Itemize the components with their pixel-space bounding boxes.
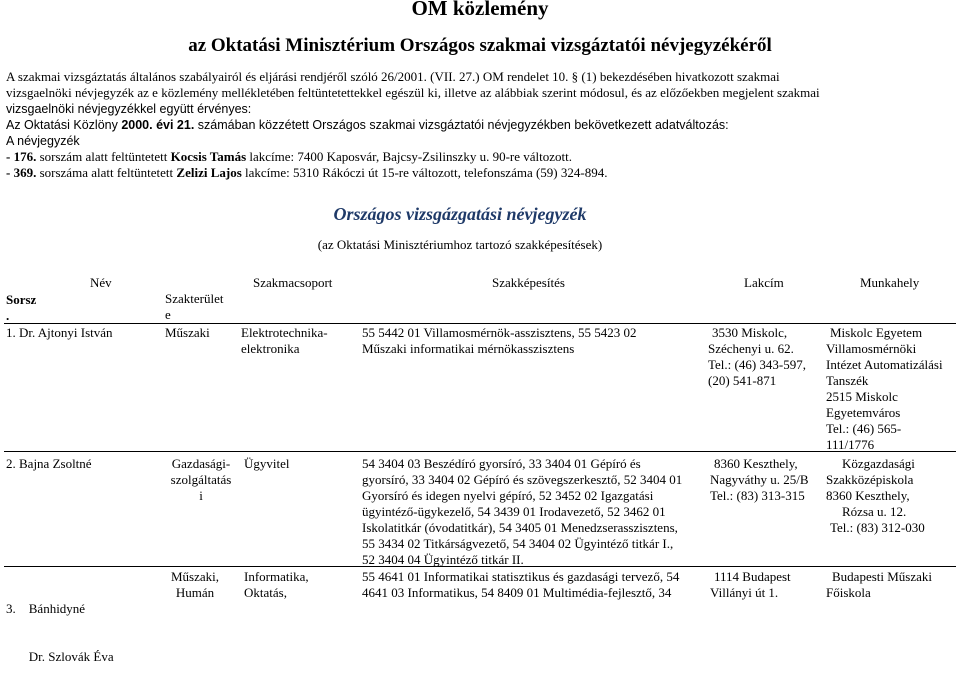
cell-line: 3530 Miskolc, <box>712 325 788 340</box>
change-person: Kocsis Tamás <box>170 149 247 164</box>
cell-line: Tel.: (83) 312-030 <box>830 520 925 535</box>
kozlony-line <box>6 117 956 133</box>
cell-lakcim <box>708 325 806 389</box>
section-subtitle: (az Oktatási Minisztériumhoz tartozó szakképesítések) <box>317 237 603 252</box>
change-text: lakcíme: 7400 Kaposvár, Bajcsy-Zsilinszky u. 90-re változott. <box>246 149 572 164</box>
header-lakcim: Lakcím <box>744 275 784 290</box>
cell-line: Oktatás, <box>244 585 287 600</box>
cell-line: Villamosmérnöki <box>826 341 917 356</box>
cell-name <box>6 569 114 697</box>
header-munkahely: Munkahely <box>860 275 920 290</box>
document-title: OM közlemény <box>411 0 549 20</box>
cell-munkahely <box>826 325 943 453</box>
cell-line: 52 3404 04 Ügyintéző titkár II. <box>362 552 524 567</box>
cell-line: 111/1776 <box>826 437 875 452</box>
cell-line: Műszaki, <box>170 569 220 584</box>
cell-szakterulet <box>165 325 210 341</box>
change-text: sorszáma alatt feltüntetett <box>36 165 177 180</box>
cell-line: gyorsíró, 33 3404 02 Gépíró és szövegszerkesztő, 52 3404 01 <box>362 472 683 487</box>
table-divider <box>4 451 956 452</box>
cell-line: 55 3434 02 Titkárságvezető, 54 3404 02 Ügyintéző titkár I., <box>362 536 674 551</box>
cell-name <box>6 456 92 472</box>
change-number: - 176. <box>6 149 37 164</box>
cell-line: Gyorsíró és idegen nyelvi gépíró, 52 3452 02 Igazgatási <box>362 488 654 503</box>
header-szakmacsoport: Szakmacsoport <box>253 275 333 290</box>
cell-szakkepesites <box>362 569 679 601</box>
cell-line: (20) 541-871 <box>708 373 777 388</box>
cell-line: Műszaki <box>165 325 210 340</box>
header-szakterulet-line: e <box>165 307 171 322</box>
header-sorsz-line: Sorsz <box>6 292 37 307</box>
cell-line: 4641 03 Informatikus, 54 8409 01 Multimédia-fejlesztő, 34 <box>362 585 672 600</box>
cell-line: Iskolatitkár (óvodatitkár), 54 3405 01 Menedzserasszisztens, <box>362 520 678 535</box>
cell-szakmacsoport <box>244 456 290 472</box>
cell-munkahely <box>826 456 925 536</box>
cell-line: Miskolc Egyetem <box>830 325 923 340</box>
cell-munkahely <box>826 569 932 601</box>
cell-line: Humán <box>175 585 215 600</box>
cell-line: Tel.: (46) 343-597, <box>708 357 807 372</box>
cell-line: Rózsa u. 12. <box>842 504 907 519</box>
change-176 <box>6 149 956 165</box>
cell-line: Informatika, <box>244 569 309 584</box>
cell-line: 55 5442 01 Villamosmérnök-asszisztens, 55 5423 02 <box>362 325 637 340</box>
cell-szakmacsoport <box>244 569 309 601</box>
intro-line: vizsgaelnöki névjegyzékkel együtt érvényes: <box>6 102 252 116</box>
cell-line: szolgáltatás <box>170 472 232 487</box>
cell-szakmacsoport <box>241 325 328 357</box>
cell-line: Egyetemváros <box>826 405 901 420</box>
document-subtitle: az Oktatási Minisztérium Országos szakmai vizsgáztatói névjegyzékéről <box>188 35 772 56</box>
cell-line: Közgazdasági <box>842 456 915 471</box>
cell-name <box>6 325 113 341</box>
kozlony-pre: Az Oktatási Közlöny <box>6 118 122 132</box>
cell-line: Főiskola <box>826 585 871 600</box>
intro-line: vizsgaelnöki névjegyzék az e közlemény mellékletében feltüntetettekkel egészül ki, illetve az alábbiak szerint módosul, és az előzőekben megjelent szakmai <box>6 85 820 100</box>
cell-line: 3. Bánhidyné <box>6 601 86 616</box>
section-title: Országos vizsgázgatási névjegyzék <box>333 204 587 224</box>
intro-section <box>6 69 956 181</box>
cell-line: Tel.: (83) 313-315 <box>710 488 805 503</box>
cell-line: Intézet Automatizálási <box>826 357 943 372</box>
cell-line: Ügyvitel <box>244 456 290 471</box>
cell-szakterulet <box>165 569 225 601</box>
cell-line: i <box>199 488 203 503</box>
cell-line: Elektrotechnika- <box>241 325 328 340</box>
table-divider <box>4 323 956 324</box>
nevjegyzek-label: A névjegyzék <box>6 134 80 148</box>
header-sorsz <box>6 292 36 324</box>
header-szakterulet-line: Szakterület <box>165 291 224 306</box>
cell-line: 8360 Keszthely, <box>714 456 798 471</box>
cell-line: Tel.: (46) 565- <box>826 421 902 436</box>
cell-line: 2. Bajna Zsoltné <box>6 456 92 471</box>
cell-line: Nagyváthy u. 25/B <box>710 472 809 487</box>
cell-szakkepesites <box>362 456 682 568</box>
cell-line: 8360 Keszthely, <box>826 488 910 503</box>
cell-line: 54 3404 03 Beszédíró gyorsíró, 33 3404 01 Gépíró és <box>362 456 641 471</box>
cell-line: Budapesti Műszaki <box>832 569 933 584</box>
cell-line: Dr. Szlovák Éva <box>6 649 114 664</box>
cell-szakterulet <box>165 456 237 504</box>
cell-lakcim <box>710 569 791 601</box>
cell-line: ügyintéző-ügykezelő, 54 3439 01 Irodavezető, 52 3462 01 <box>362 504 666 519</box>
cell-line: Szakközépiskola <box>826 472 914 487</box>
header-szakkepesites: Szakképesítés <box>492 275 565 290</box>
cell-line: elektronika <box>241 341 300 356</box>
cell-line: Széchenyi u. 62. <box>708 341 794 356</box>
change-number: - 369. <box>6 165 37 180</box>
change-person: Zelizi Lajos <box>176 165 242 180</box>
header-nev: Név <box>90 275 112 290</box>
cell-line: 55 4641 01 Informatikai statisztikus és gazdasági tervező, 54 <box>362 569 680 584</box>
cell-line: 1. Dr. Ajtonyi István <box>6 325 113 340</box>
change-text: sorszám alatt feltüntetett <box>36 149 171 164</box>
cell-line: 2515 Miskolc <box>826 389 898 404</box>
header-szakterulet <box>165 291 223 323</box>
change-text: lakcíme: 5310 Rákóczi út 15-re változott, telefonszáma (59) 324-894. <box>241 165 608 180</box>
cell-line: Villányi út 1. <box>710 585 779 600</box>
kozlony-issue: 2000. évi 21. <box>121 118 195 132</box>
intro-line: A szakmai vizsgáztatás általános szabályairól és eljárási rendjéről szóló 26/2001. (VII. 27.) OM rendelet 10. § (1) bekezdésében hivatkozott szakmai <box>6 69 780 84</box>
change-369 <box>6 165 956 181</box>
cell-line: Gazdasági- <box>171 456 231 471</box>
cell-line: 1114 Budapest <box>714 569 791 584</box>
cell-line: Tanszék <box>826 373 869 388</box>
header-sorsz-line: . <box>6 308 10 323</box>
cell-lakcim <box>710 456 809 504</box>
cell-line: Műszaki informatikai mérnökasszisztens <box>362 341 575 356</box>
cell-szakkepesites <box>362 325 636 357</box>
kozlony-post: számában közzétett Országos szakmai vizsgáztatói névjegyzékben bekövetkezett adatváltozás: <box>194 118 729 132</box>
